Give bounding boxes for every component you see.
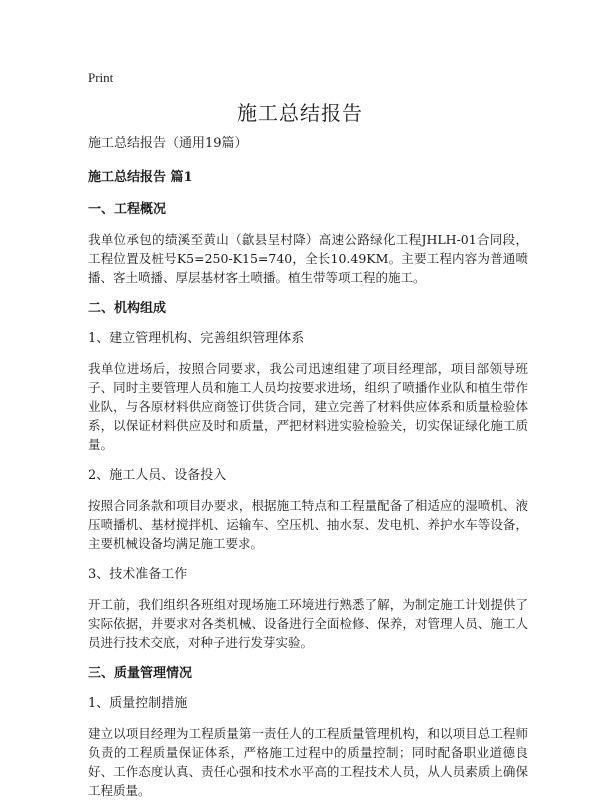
subsection-heading-personnel: 2、施工人员、设备投入 xyxy=(88,468,227,483)
document-body xyxy=(88,134,528,812)
technical-prep-paragraph: 开工前，我们组织各班组对现场施工环境进行熟悉了解，为制定施工计划提供了实际依据，并要求对各类机械、设备进行全面检修、保养，对管理人员、施工人员进行技术交底，对种子进行发芽实验。 xyxy=(88,597,528,650)
overview-paragraph: 我单位承包的绩溪至黄山（歙县呈村降）高速公路绿化工程JHLH-01合同段，工程位置及桩号K5=250-K15=740，全长10.49KM。主要工程内容为普通喷播、客土喷播、厚层基材客土喷播。植生带等项工程的施工。 xyxy=(88,232,528,285)
document-subtitle: 施工总结报告（通用19篇） xyxy=(88,136,248,151)
section-heading-organization: 二、机构组成 xyxy=(88,301,167,316)
part-title: 施工总结报告 篇1 xyxy=(88,170,193,185)
quality-control-paragraph: 建立以项目经理为工程质量第一责任人的工程质量管理机构，和以项目总工程师负责的工程质量保证体系，严格施工过程中的质量控制；同时配备职业道德良好、工作态度认真、责任心强和技术水平高的工程技术人员，从人员素质上确保工程质量。 xyxy=(88,726,528,798)
section-heading-quality: 三、质量管理情况 xyxy=(88,666,193,681)
page-title: 施工总结报告 xyxy=(237,101,363,125)
print-link[interactable]: Print xyxy=(88,70,114,85)
subsection-heading-technical-prep: 3、技术准备工作 xyxy=(88,567,188,582)
subsection-heading-quality-control: 1、质量控制措施 xyxy=(88,696,188,711)
personnel-paragraph: 按照合同条款和项目办要求，根据施工特点和工程量配备了相适应的湿喷机、液压喷播机、基材搅拌机、运输车、空压机、抽水泵、发电机、养护水车等设备，主要机械设备均满足施工要求。 xyxy=(88,498,528,551)
subsection-heading-management: 1、建立管理机构、完善组织管理体系 xyxy=(88,331,305,346)
section-heading-overview: 一、工程概况 xyxy=(88,202,167,217)
management-paragraph: 我单位进场后，按照合同要求，我公司迅速组建了项目经理部，项目部领导班子、同时主要管理人员和施工人员均按要求进场，组织了喷播作业队和植生带作业队，与各原材料供应商签订供货合同，建立完善了材料供应体系和质量检验体系，以保证材料供应及时和质量，严把材料进实验检验关，切实保证绿化施工质量。 xyxy=(88,361,528,452)
